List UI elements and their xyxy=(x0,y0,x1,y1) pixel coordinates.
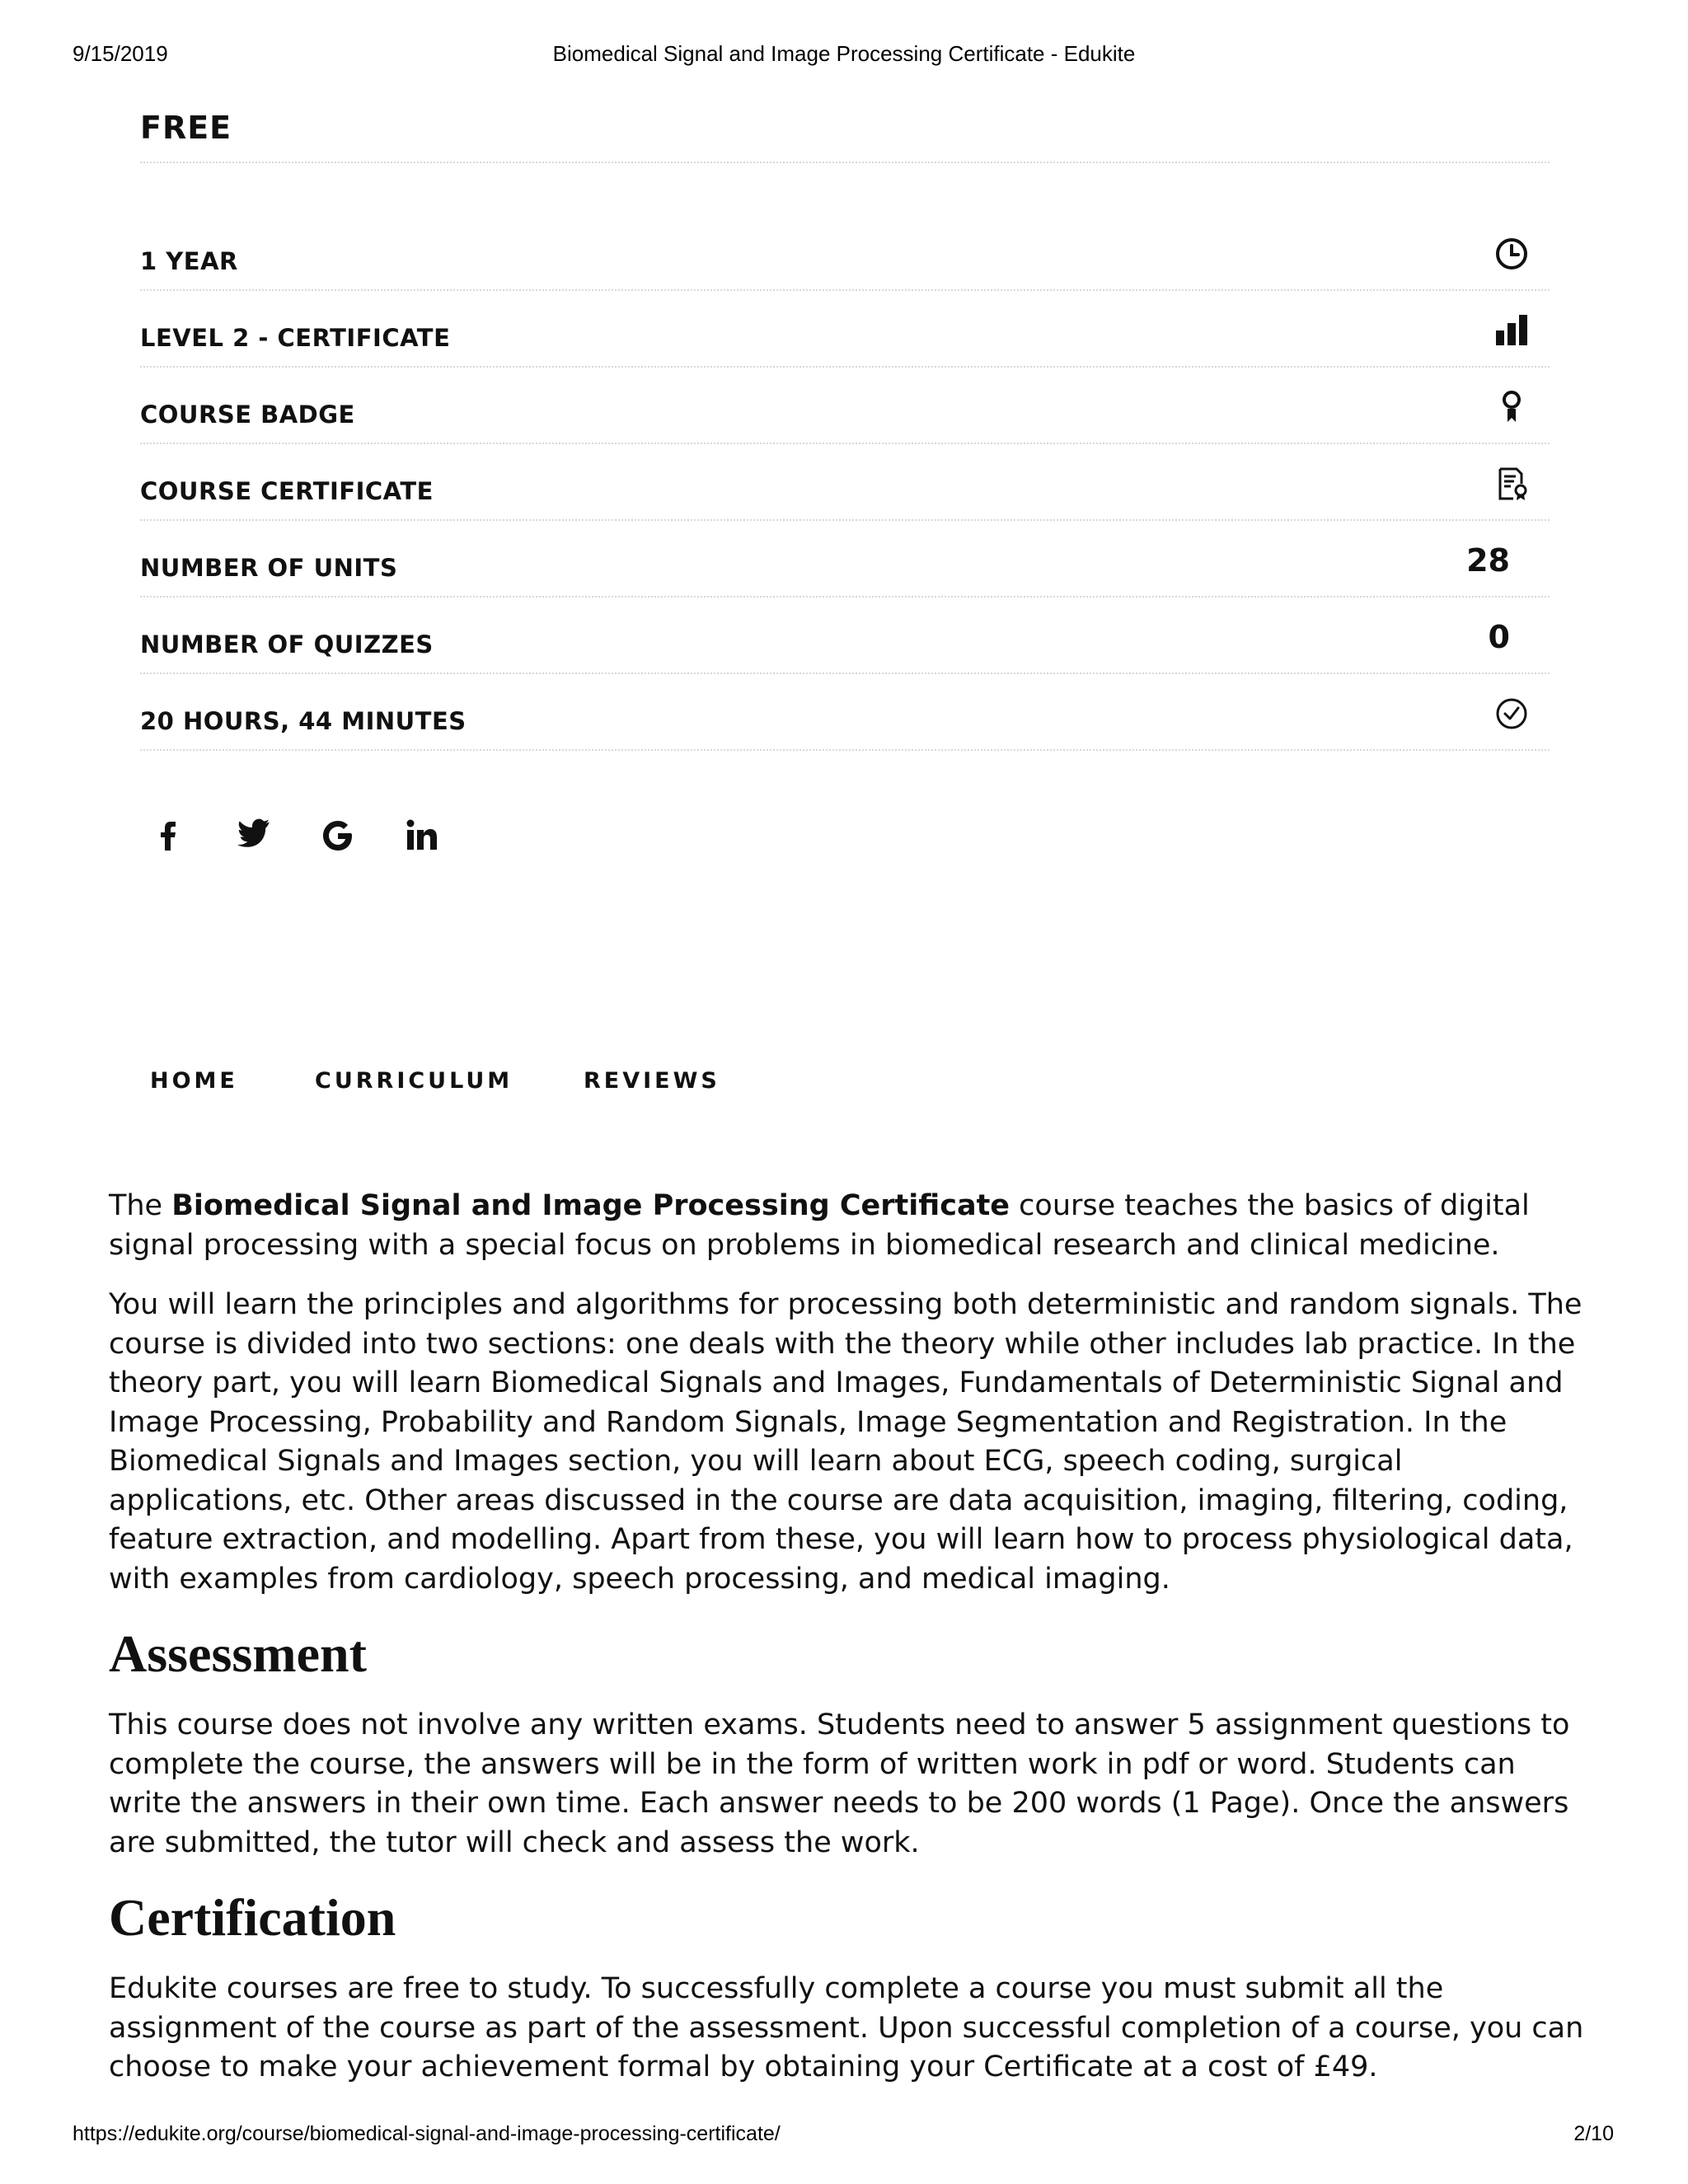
meta-row-badge xyxy=(140,368,1550,444)
certification-paragraph: Edukite courses are free to study. To successfully complete a course you must submit all the assignment of the course as part of the assessment. Upon successful completion of a course, you can choose to make your achievement formal by obtaining your Certificate at a cost of £49. xyxy=(109,1972,1584,2083)
units-count: 28 xyxy=(1466,542,1510,579)
description-paragraph: You will learn the principles and algorithms for processing both deterministic and random signals. The course is divided into two sections: one deals with the theory while other includes lab practice. In the theory part, you will learn Biomedical Signals and Images, Fundamentals of Deterministic Signal and Image Processing, Probability and Random Signals, Image Segmentation and Registration. In the Biomedical Signals and Images section, you will learn about ECG, speech coding, surgical applications, etc. Other areas discussed in the course are data acquisition, imaging, filtering, coding, feature extraction, and modelling. Apart from these, you will learn how to process physiological data, with examples from cardiology, speech processing, and medical imaging. xyxy=(109,1288,1582,1596)
course-price: FREE xyxy=(140,110,232,146)
meta-row-hours xyxy=(140,674,1550,751)
assessment-heading: Assessment xyxy=(109,1624,367,1683)
meta-row-level xyxy=(140,291,1550,368)
meta-row-quizzes xyxy=(140,598,1550,674)
print-page-number: 2/10 xyxy=(1573,2122,1614,2145)
meta-row-certificate xyxy=(140,444,1550,521)
facebook-icon[interactable] xyxy=(148,816,188,855)
print-url: https://edukite.org/course/biomedical-signal-and-image-processing-certificate/ xyxy=(73,2122,781,2145)
meta-label: 20 HOURS, 44 MINUTES xyxy=(140,707,467,735)
course-meta-list xyxy=(140,214,1550,751)
intro-paragraph xyxy=(109,1187,1584,1265)
badge-icon xyxy=(1493,389,1530,425)
certificate-icon xyxy=(1493,466,1530,502)
tab-reviews[interactable]: REVIEWS xyxy=(584,1068,720,1094)
print-date: 9/15/2019 xyxy=(73,41,168,66)
meta-label: NUMBER OF QUIZZES xyxy=(140,630,434,658)
price-divider xyxy=(140,162,1550,163)
assessment-paragraph: This course does not involve any written exams. Students need to answer 5 assignment questions to complete the course, the answers will be in the form of written work in pdf or word. Students can write the answers in their own time. Each answer needs to be 200 words (1 Page). Once the answers are submitted, the tutor will check and assess the work. xyxy=(109,1708,1570,1859)
print-header xyxy=(0,41,1688,71)
meta-label: COURSE BADGE xyxy=(140,401,355,429)
clock-icon xyxy=(1493,236,1530,272)
check-clock-icon xyxy=(1493,696,1530,732)
intro-suffix: course teaches the basics of digital signal processing with a special focus on problems in biomedical research and clinical medicine. xyxy=(109,1189,1530,1262)
meta-row-units xyxy=(140,521,1550,598)
tab-curriculum[interactable]: CURRICULUM xyxy=(315,1068,513,1094)
meta-label: 1 YEAR xyxy=(140,247,238,275)
course-name: Biomedical Signal and Image Processing Certificate xyxy=(171,1189,1010,1222)
quizzes-count: 0 xyxy=(1488,619,1510,655)
meta-row-duration xyxy=(140,214,1550,291)
course-description xyxy=(109,1187,1584,2108)
meta-label: NUMBER OF UNITS xyxy=(140,554,398,582)
certification-heading: Certification xyxy=(109,1888,396,1947)
intro-prefix: The xyxy=(109,1189,172,1222)
meta-label: LEVEL 2 - CERTIFICATE xyxy=(140,324,451,352)
meta-label: COURSE CERTIFICATE xyxy=(140,477,434,505)
linkedin-icon[interactable] xyxy=(402,816,442,855)
print-page-title: Biomedical Signal and Image Processing Certificate - Edukite xyxy=(552,41,1136,66)
google-icon[interactable] xyxy=(318,816,358,855)
twitter-icon[interactable] xyxy=(234,816,274,855)
tab-home[interactable]: HOME xyxy=(150,1068,238,1094)
bar-chart-icon xyxy=(1493,312,1530,349)
